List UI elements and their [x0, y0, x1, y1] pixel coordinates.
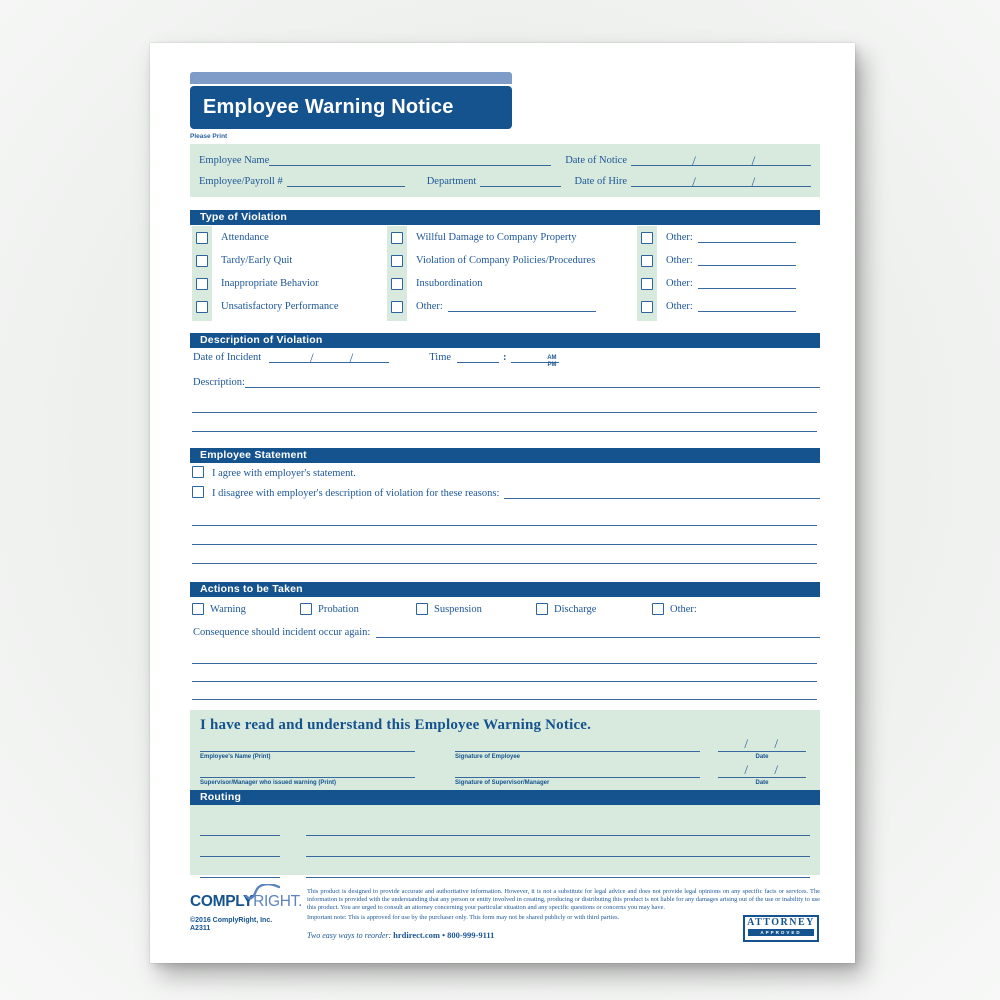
- checkbox-violation-other-2[interactable]: [641, 255, 653, 267]
- routing-box: [190, 805, 820, 875]
- routing-section-title: Routing: [200, 791, 242, 803]
- violation-label: Tardy/Early Quit: [221, 255, 293, 266]
- complyright-logo: [190, 893, 308, 932]
- employee-name-print-label: Employee's Name (Print): [200, 754, 271, 760]
- incident-date-time-row: [190, 350, 820, 368]
- checkbox-violation-other-center[interactable]: [391, 301, 403, 313]
- violation-label: Willful Damage to Company Property: [416, 232, 577, 243]
- disagree-label: I disagree with employer's description of violation for these reasons:: [212, 488, 500, 499]
- signature-of-supervisor-label: Signature of Supervisor/Manager: [455, 780, 550, 786]
- signature-row-employee: Employee's Name (Print) Signature of Employee / / Date: [200, 741, 810, 760]
- checkbox-inappropriate-behavior[interactable]: [196, 278, 208, 290]
- violation-row: [190, 226, 820, 249]
- item-number: A2311: [190, 925, 211, 932]
- routing-section-header: [190, 790, 820, 805]
- violation-label: Insubordination: [416, 278, 483, 289]
- employee-date-label: Date: [755, 754, 769, 760]
- description-field-line-2[interactable]: [192, 412, 817, 413]
- date-of-hire-label: Date of Hire: [574, 175, 627, 187]
- signature-of-employee-field[interactable]: [455, 741, 700, 752]
- violation-checklist: [190, 226, 820, 321]
- violation-label: Unsatisfactory Performance: [221, 301, 339, 312]
- routing-long-field-2[interactable]: [306, 846, 810, 857]
- checkbox-unsatisfactory-performance[interactable]: [196, 301, 208, 313]
- reorder-prefix: Two easy ways to reorder:: [307, 931, 392, 941]
- routing-short-field-3[interactable]: [200, 867, 280, 878]
- time-colon: :: [503, 352, 507, 363]
- routing-row-1: [200, 815, 810, 836]
- employee-payroll-field[interactable]: [287, 175, 405, 187]
- statement-section-header: [190, 448, 820, 463]
- supervisor-date-field[interactable]: [718, 767, 806, 778]
- copyright-text: ©2016 ComplyRight, Inc.: [190, 917, 273, 924]
- legal-text: This product is designed to provide accurate and authoritative information. However, it is not a substitute for legal advice and does not provide legal opinions on any specific facts or services. The information is provided with the understanding that any person or entity involved in creating, producing or distributing this product is not liable for any damages arising out of the use or inability to use this product. You are urged to consult an attorney concerning your particular situation and any specific questions or concerns you may have.: [307, 888, 820, 911]
- actions-row: [190, 603, 820, 617]
- checkbox-probation[interactable]: [300, 603, 312, 615]
- checkbox-discharge[interactable]: [536, 603, 548, 615]
- violation-row: [190, 249, 820, 272]
- violation-other-field-4[interactable]: [698, 301, 796, 312]
- signature-of-employee-label: Signature of Employee: [455, 754, 521, 760]
- employee-payroll-label: Employee/Payroll #: [199, 175, 283, 187]
- checkbox-action-other[interactable]: [652, 603, 664, 615]
- checkbox-insubordination[interactable]: [391, 278, 403, 290]
- description-label: Description:: [193, 377, 245, 388]
- routing-row-2: [200, 836, 810, 857]
- logo-right-text: RIGHT.: [253, 893, 303, 910]
- date-of-notice-field[interactable]: / /: [631, 154, 811, 166]
- disagree-reason-line-2[interactable]: [192, 525, 817, 526]
- violation-label: Other:: [666, 232, 693, 243]
- employee-date-field[interactable]: [718, 741, 806, 752]
- checkbox-agree[interactable]: [192, 466, 204, 478]
- department-label: Department: [426, 175, 477, 187]
- checkbox-suspension[interactable]: [416, 603, 428, 615]
- employee-name-label: Employee Name: [199, 155, 270, 167]
- header-accent-bar: [190, 72, 512, 84]
- checkbox-violation-other-3[interactable]: [641, 278, 653, 290]
- checkbox-willful-damage[interactable]: [391, 232, 403, 244]
- checkbox-disagree[interactable]: [192, 486, 204, 498]
- date-of-incident-field[interactable]: / /: [269, 351, 389, 363]
- checkbox-warning[interactable]: [192, 603, 204, 615]
- routing-row-3: [200, 857, 810, 878]
- violation-row: [190, 272, 820, 295]
- violation-label: Attendance: [221, 232, 269, 243]
- description-field-line-1[interactable]: [245, 376, 820, 388]
- signature-row-supervisor: Supervisor/Manager who issued warning (Print) Signature of Supervisor/Manager / / Date: [200, 767, 810, 786]
- actions-section-title: Actions to be Taken: [200, 583, 303, 595]
- violation-other-field-1[interactable]: [698, 232, 796, 243]
- am-label[interactable]: AM: [547, 355, 557, 361]
- routing-long-field-1[interactable]: [306, 825, 810, 836]
- violation-label: Inappropriate Behavior: [221, 278, 319, 289]
- form-title-bar: [190, 86, 512, 129]
- time-hour-field[interactable]: [457, 351, 499, 363]
- routing-long-field-3[interactable]: [306, 867, 810, 878]
- routing-short-field-2[interactable]: [200, 846, 280, 857]
- consequence-line-2[interactable]: [192, 663, 817, 664]
- description-row: [190, 376, 820, 388]
- employee-name-field[interactable]: [269, 154, 551, 166]
- badge-attorney-text: ATTORNEY: [747, 917, 815, 928]
- logo-swoosh-icon: [244, 884, 280, 907]
- violation-section-title: Type of Violation: [200, 211, 288, 223]
- info-row-1: [190, 153, 820, 169]
- violation-other-field-3[interactable]: [698, 278, 796, 289]
- action-label: Other:: [670, 603, 697, 615]
- logo-comply-text: COMPLY: [190, 893, 254, 910]
- consequence-line-3[interactable]: [192, 681, 817, 682]
- badge-approved-text: APPROVED: [748, 929, 814, 936]
- date-of-notice-label: Date of Notice: [565, 155, 627, 167]
- checkbox-violation-other-4[interactable]: [641, 301, 653, 313]
- department-field[interactable]: [480, 175, 560, 187]
- checkbox-policy-violation[interactable]: [391, 255, 403, 267]
- action-label: Discharge: [554, 603, 597, 615]
- violation-row: [190, 295, 820, 318]
- agree-label: I agree with employer's statement.: [212, 468, 356, 479]
- consequence-line-4[interactable]: [192, 699, 817, 700]
- disagree-reason-line-3[interactable]: [192, 544, 817, 545]
- violation-label: Other:: [666, 278, 693, 289]
- violation-label: Other:: [666, 301, 693, 312]
- violation-label: Other:: [416, 301, 443, 312]
- please-print-label: Please Print: [190, 133, 228, 140]
- employee-name-print-field[interactable]: [200, 741, 415, 752]
- actions-section-header: [190, 582, 820, 597]
- disagree-reason-line-4[interactable]: [192, 563, 817, 564]
- disagree-row: [190, 487, 820, 499]
- form-paper: [150, 43, 855, 963]
- violation-other-field-center[interactable]: [448, 301, 596, 312]
- info-row-2: [190, 175, 820, 187]
- consequence-label: Consequence should incident occur again:: [193, 627, 371, 638]
- statement-section-title: Employee Statement: [200, 449, 307, 461]
- description-section-header: [190, 333, 820, 348]
- acknowledgement-title: I have read and understand this Employee Warning Notice.: [200, 717, 592, 733]
- page-title: Employee Warning Notice: [203, 96, 454, 118]
- checkbox-attendance[interactable]: [196, 232, 208, 244]
- reorder-contact: hrdirect.com • 800-999-9111: [393, 930, 495, 941]
- checkbox-tardy-early-quit[interactable]: [196, 255, 208, 267]
- date-of-incident-label: Date of Incident: [193, 352, 262, 363]
- time-label: Time: [429, 352, 452, 363]
- checkbox-violation-other-1[interactable]: [641, 232, 653, 244]
- time-minute-field[interactable]: [511, 351, 559, 368]
- violation-label: Violation of Company Policies/Procedures: [416, 255, 596, 266]
- supervisor-name-print-field[interactable]: [200, 767, 415, 778]
- action-label: Suspension: [434, 603, 482, 615]
- disagree-reason-line-1[interactable]: [504, 487, 820, 499]
- date-of-hire-field[interactable]: / /: [631, 175, 811, 187]
- consequence-line-1[interactable]: [376, 626, 820, 638]
- supervisor-date-label: Date: [755, 780, 769, 786]
- agree-row: [190, 467, 820, 479]
- attorney-approved-badge: [743, 915, 819, 942]
- violation-other-field-2[interactable]: [698, 255, 796, 266]
- description-field-line-3[interactable]: [192, 431, 817, 432]
- signature-of-supervisor-field[interactable]: [455, 767, 700, 778]
- acknowledgement-box: [190, 710, 820, 790]
- routing-short-field-1[interactable]: [200, 825, 280, 836]
- supervisor-name-print-label: Supervisor/Manager who issued warning (Print): [200, 780, 337, 786]
- violation-section-header: [190, 210, 820, 225]
- employee-info-box: [190, 144, 820, 197]
- description-section-title: Description of Violation: [200, 334, 323, 346]
- violation-label: Other:: [666, 255, 693, 266]
- consequence-row: [190, 626, 820, 638]
- action-label: Warning: [210, 603, 246, 615]
- action-label: Probation: [318, 603, 359, 615]
- important-note: Important note: This is approved for use by the purchaser only. This form may not be shared publicly or with third parties.: [307, 914, 620, 922]
- pm-label[interactable]: PM: [547, 362, 557, 368]
